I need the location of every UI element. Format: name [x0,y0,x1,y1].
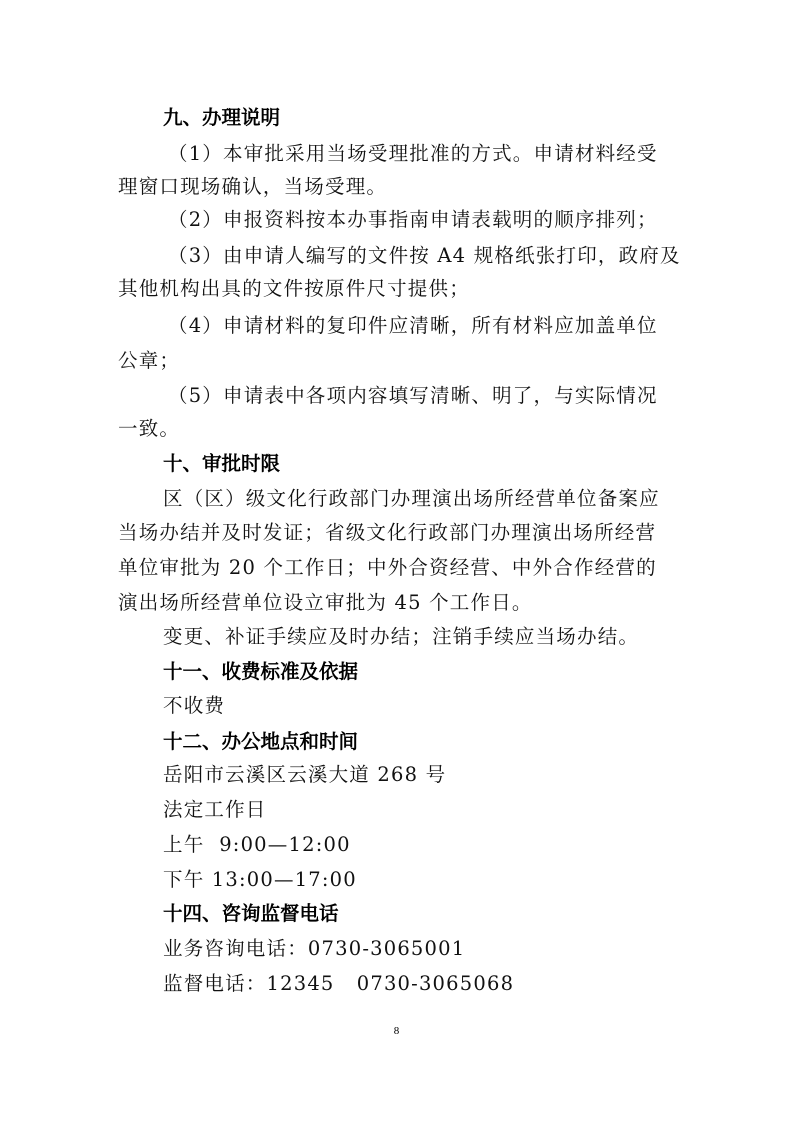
office-days: 法定工作日 [163,798,267,821]
office-hours-afternoon: 下午 13:00—17:00 [163,868,357,891]
section-heading-approval-time-limit: 十、审批时限 [163,452,281,475]
paragraph-line: 单位审批为 20 个工作日；中外合资经营、中外合作经营的 [118,556,657,579]
paragraph-line: 当场办结并及时发证；省级文化行政部门办理演出场所经营 [118,521,657,544]
section-heading-handling-notes: 九、办理说明 [163,106,281,129]
paragraph-line: （4）申请材料的复印件应清晰，所有材料应加盖单位 [168,314,658,337]
paragraph-line: （2）申报资料按本办事指南申请表载明的顺序排列； [168,208,658,231]
paragraph-line: 区（区）级文化行政部门办理演出场所经营单位备案应 [163,487,660,510]
paragraph-line: 理窗口现场确认，当场受理。 [118,175,388,198]
page-number: 8 [393,1025,400,1037]
paragraph-line: 公章； [118,349,181,372]
supervise-phone: 监督电话：12345 0730-3065068 [163,972,515,995]
paragraph-line: （5）申请表中各项内容填写清晰、明了，与实际情况 [168,384,658,407]
paragraph-line: （1）本审批采用当场受理批准的方式。申请材料经受 [168,142,658,165]
paragraph-line: （3）由申请人编写的文件按 A4 规格纸张打印，政府及 [168,244,681,267]
section-heading-office-location-hours: 十二、办公地点和时间 [163,730,359,753]
consult-phone: 业务咨询电话：0730-3065001 [163,937,466,960]
paragraph-line: 一致。 [118,417,181,440]
paragraph-line: 变更、补证手续应及时办结；注销手续应当场办结。 [163,625,640,648]
office-hours-morning: 上午 9:00—12:00 [163,833,351,856]
section-heading-fee-standard: 十一、收费标准及依据 [163,660,359,683]
office-address: 岳阳市云溪区云溪大道 268 号 [163,763,447,786]
paragraph-line: 演出场所经营单位设立审批为 45 个工作日。 [118,591,533,614]
paragraph-line: 其他机构出具的文件按原件尺寸提供； [118,277,470,300]
section-heading-consult-supervision-phone: 十四、咨询监督电话 [163,902,339,925]
fee-text: 不收费 [163,694,226,717]
